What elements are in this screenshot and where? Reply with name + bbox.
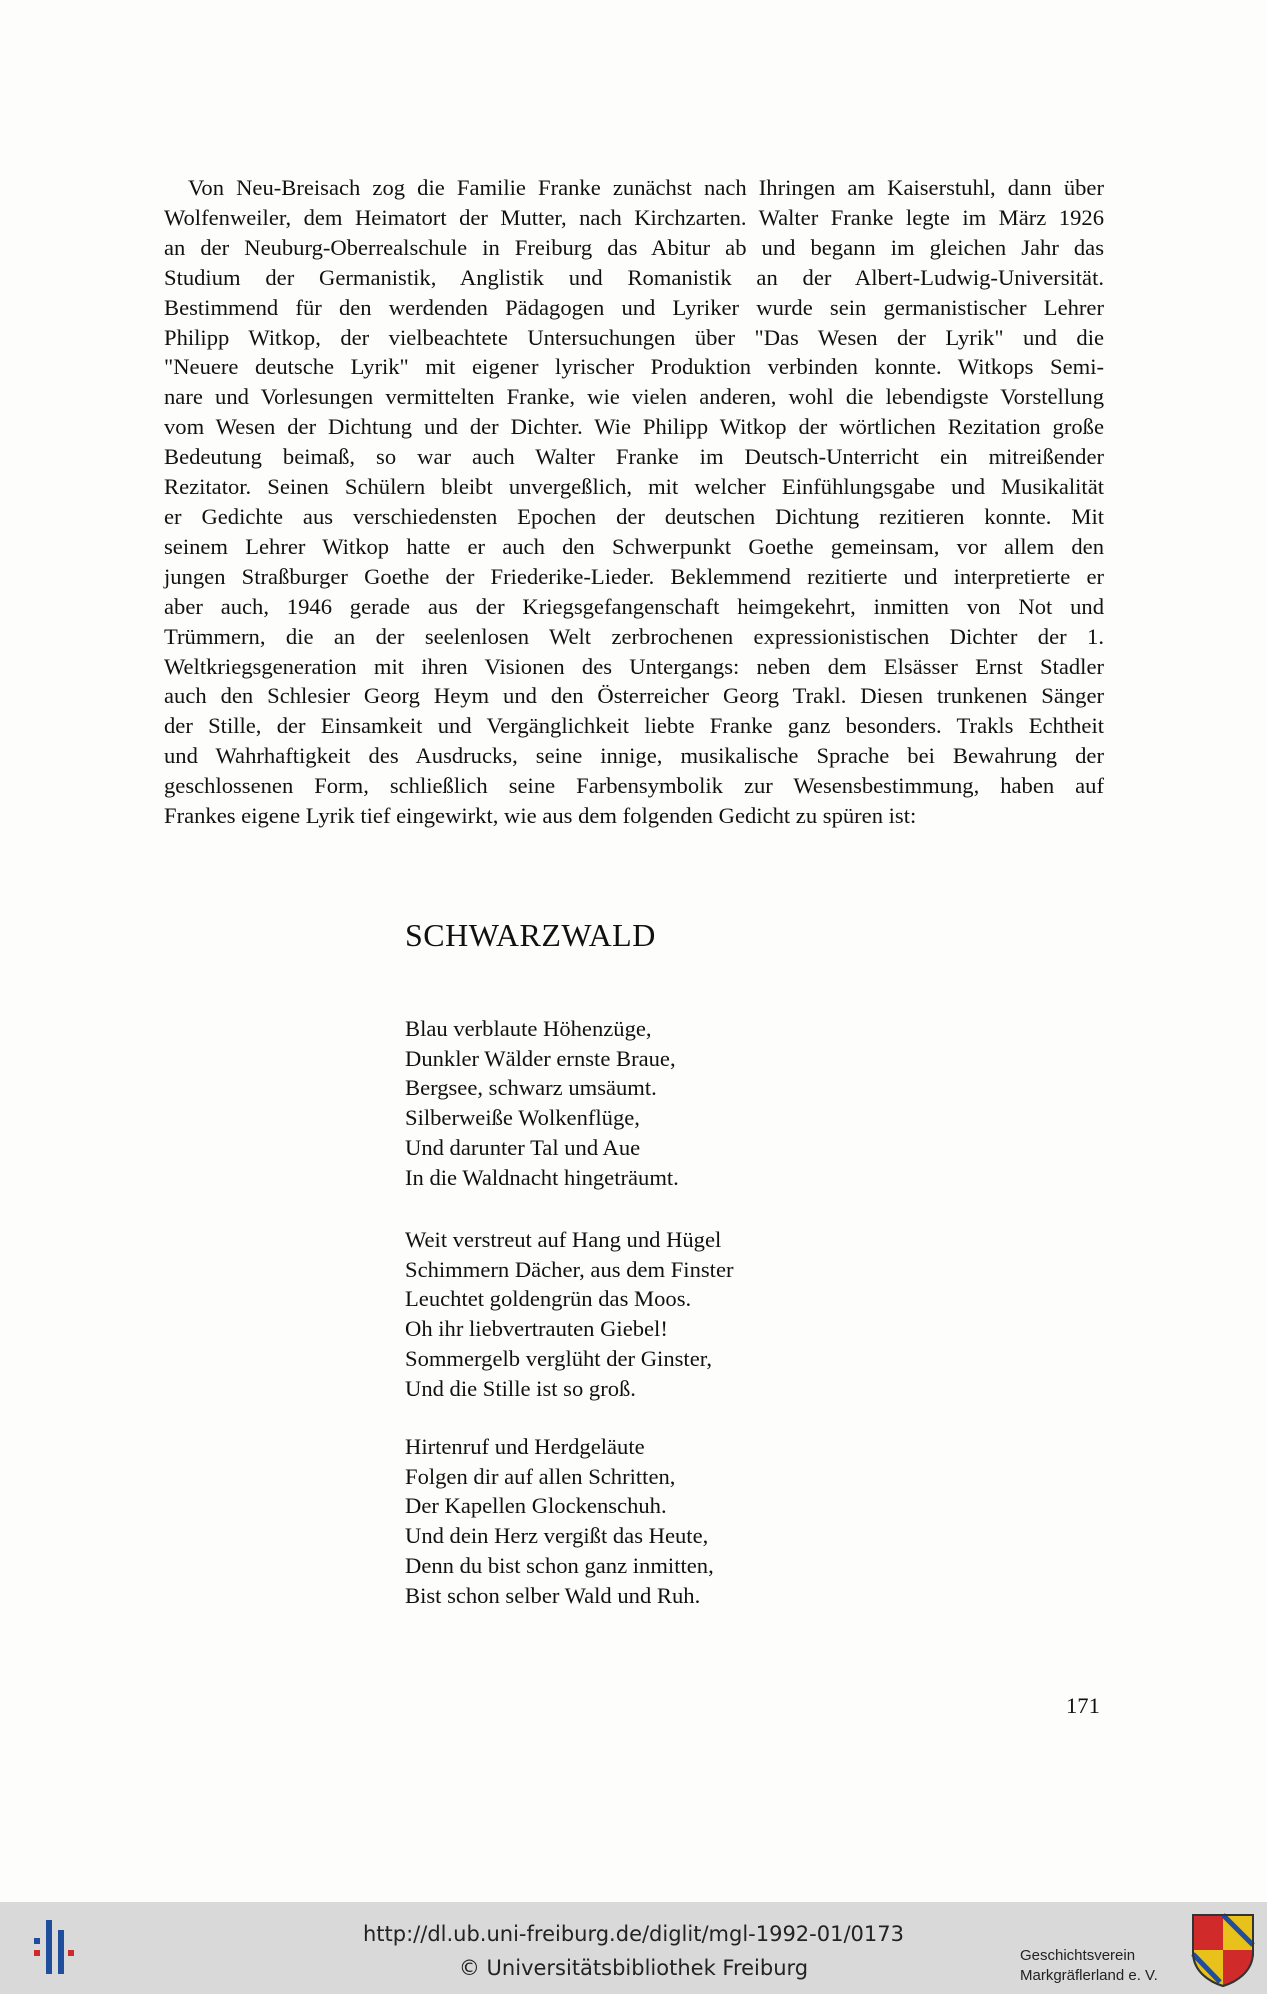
body-line: Rezitator. Seinen Schülern bleibt unvergeßlich, mit welcher Einfühlungsgabe und Musikalität: [164, 474, 1104, 500]
poem-line: Weit verstreut auf Hang und Hügel: [405, 1227, 722, 1252]
poem-line: Sommergelb verglüht der Ginster,: [405, 1345, 712, 1371]
poem-line: Hirtenruf und Herdgeläute: [405, 1434, 645, 1459]
poem-line: Denn du bist schon ganz inmitten,: [405, 1552, 714, 1578]
body-line: vom Wesen der Dichtung und der Dichter. Wie Philipp Witkop der wörtlichen Rezitation große: [164, 414, 1104, 440]
poem-line: Dunkler Wälder ernste Braue,: [405, 1045, 676, 1071]
body-line: jungen Straßburger Goethe der Friederike-Lieder. Beklemmend rezitierte und interpretierte er: [164, 563, 1104, 589]
body-line: nare und Vorlesungen vermittelten Franke, wie vielen anderen, wohl die lebendigste Vorstellung: [164, 384, 1104, 410]
body-line: seinem Lehrer Witkop hatte er auch den Schwerpunkt Goethe gemeinsam, vor allem den: [164, 533, 1104, 559]
poem-line: Und die Stille ist so groß.: [405, 1375, 636, 1401]
poem-line: Leuchtet goldengrün das Moos.: [405, 1286, 692, 1312]
body-line: aber auch, 1946 gerade aus der Kriegsgefangenschaft heimgekehrt, inmitten von Not und: [164, 593, 1104, 619]
poem-line: Der Kapellen Glockenschuh.: [405, 1493, 667, 1519]
poem-title: SCHWARZWALD: [405, 917, 656, 953]
body-line: Trümmern, die an der seelenlosen Welt zerbrochenen expressionistischen Dichter der 1.: [164, 623, 1104, 649]
footer-copyright: © Universitätsbibliothek Freiburg: [458, 1956, 809, 1980]
poem-line: Bist schon selber Wald und Ruh.: [405, 1582, 701, 1608]
society-name-line: Geschichtsverein: [1020, 1947, 1136, 1964]
poem-line: In die Waldnacht hingeträumt.: [405, 1164, 679, 1190]
body-line: Bestimmend für den werdenden Pädagogen und Lyriker wurde sein germanistischer Lehrer: [164, 294, 1104, 320]
society-name: [1020, 1946, 1158, 1986]
body-line: "Neuere deutsche Lyrik" mit eigener lyrischer Produktion verbinden konnte. Witkops Semi-: [164, 354, 1104, 380]
body-line: auch den Schlesier Georg Heym und den Österreicher Georg Trakl. Diesen trunkenen Sänger: [164, 683, 1104, 709]
poem-line: Schimmern Dächer, aus dem Finster: [405, 1256, 734, 1282]
poem-line: Und dein Herz vergißt das Heute,: [405, 1523, 709, 1549]
body-line: und Wahrhaftigkeit des Ausdrucks, seine innige, musikalische Sprache bei Bewahrung der: [164, 743, 1104, 769]
body-line: Frankes eigene Lyrik tief eingewirkt, wie aus dem folgenden Gedicht zu spüren ist:: [164, 803, 917, 829]
footer-bar: [0, 1902, 1267, 1994]
footer-url-link[interactable]: http://dl.ub.uni-freiburg.de/diglit/mgl-1992-01/0173: [362, 1922, 904, 1946]
body-line: an der Neuburg-Oberrealschule in Freiburg das Abitur ab und begann im gleichen Jahr das: [164, 234, 1104, 260]
body-line: Von Neu-Breisach zog die Familie Franke zunächst nach Ihringen am Kaiserstuhl, dann über: [188, 175, 1104, 200]
body-line: geschlossenen Form, schließlich seine Farbensymbolik zur Wesensbestimmung, haben auf: [164, 773, 1104, 799]
poem-line: Silberweiße Wolkenflüge,: [405, 1105, 640, 1131]
body-line: Weltkriegsgeneration mit ihren Visionen des Untergangs: neben dem Elsässer Ernst Stadler: [164, 653, 1104, 679]
body-line: Bedeutung beimaß, so war auch Walter Franke im Deutsch-Unterricht ein mitreißender: [164, 444, 1104, 470]
poem-line: Blau verblaute Höhenzüge,: [405, 1016, 652, 1041]
body-line: Wolfenweiler, dem Heimatort der Mutter, nach Kirchzarten. Walter Franke legte im März 1926: [164, 204, 1104, 230]
poem-line: Oh ihr liebvertrauten Giebel!: [405, 1316, 668, 1342]
page-number: 171: [1066, 1693, 1100, 1718]
poem-line: Folgen dir auf allen Schritten,: [405, 1463, 676, 1489]
body-line: Studium der Germanistik, Anglistik und Romanistik an der Albert-Ludwig-Universität.: [164, 264, 1104, 290]
body-paragraph: [164, 173, 1104, 831]
poem-stanza-2: [405, 1225, 734, 1403]
body-line: er Gedichte aus verschiedensten Epochen der deutschen Dichtung rezitieren konnte. Mit: [164, 503, 1104, 529]
poem-stanza-3: [405, 1432, 714, 1610]
body-line: der Stille, der Einsamkeit und Vergänglichkeit liebte Franke ganz besonders. Trakls Echtheit: [164, 713, 1104, 739]
poem-line: Und darunter Tal und Aue: [405, 1134, 641, 1160]
poem-stanza-1: [405, 1014, 679, 1192]
society-name-line: Markgräflerland e. V.: [1020, 1967, 1158, 1984]
coat-of-arms-icon: [1190, 1912, 1256, 1988]
poem-line: Bergsee, schwarz umsäumt.: [405, 1075, 657, 1101]
body-line: Philipp Witkop, der vielbeachtete Untersuchungen über "Das Wesen der Lyrik" und die: [164, 324, 1104, 350]
